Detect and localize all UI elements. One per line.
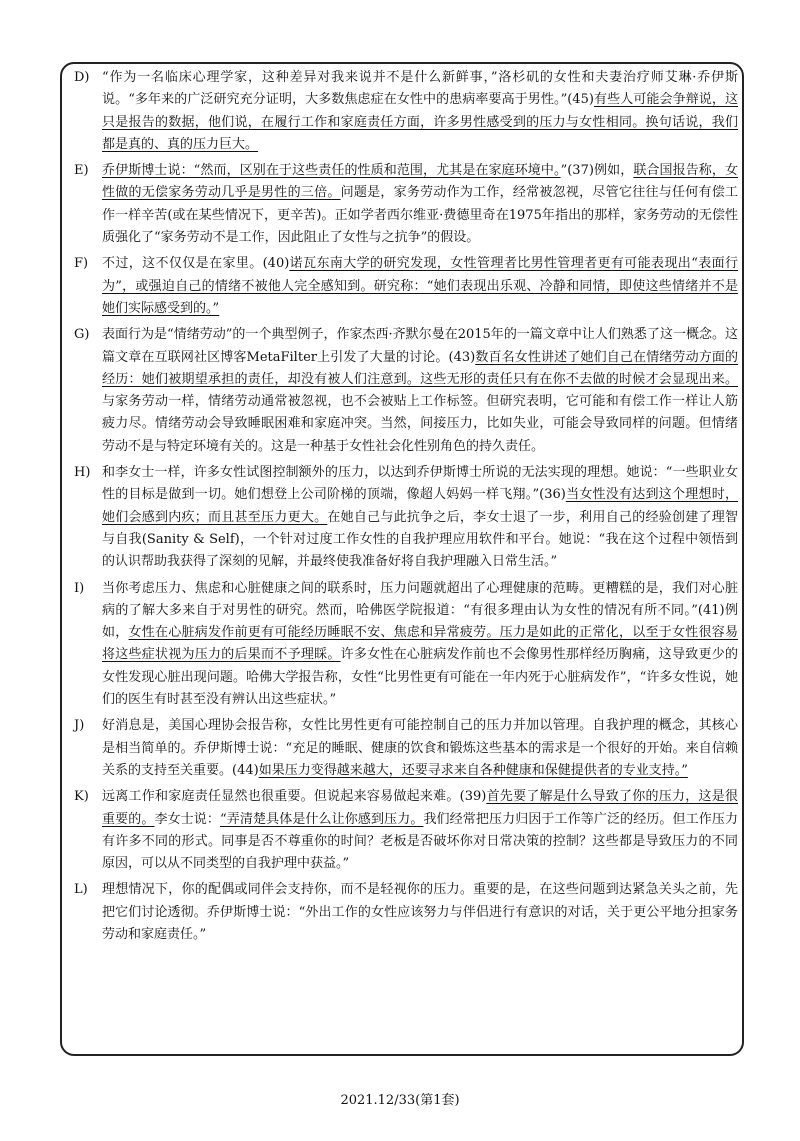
paragraph <box>74 786 738 875</box>
underlined-text: 如果压力变得越来越大，还要寻求来自各种健康和保健提供者的专业支持。” <box>258 762 688 778</box>
paragraph-body <box>102 160 738 249</box>
page-footer: 2021.12/33(第1套) <box>340 1093 460 1108</box>
text-segment: 李女士说： <box>154 811 221 827</box>
paragraph-label: D) <box>74 70 90 85</box>
paragraph <box>74 253 738 320</box>
text-segment: 好消息是，美国心理协会报告称，女性比男性更有可能控制自己的压力并加以管理。自我护理的概念，其核心是相当简单的。乔伊斯博士说：“充足的睡眠、健康的饮食和锻炼这些基本的需求是一个很好的开始。来自信赖关系的支持至关重要。(44) <box>102 718 738 778</box>
text-segment: 我们经常把压力归因于工作等广泛的经历。但工作压力有许多不同的形式。同事是否不尊重你的时间？老板是否破坏你对日常决策的控制？这些都是导致压力的不同原因，可以从不同类型的自我护理中获益。” <box>102 811 738 872</box>
paragraph-body <box>102 462 738 573</box>
text-segment: 与家务劳动一样，情绪劳动通常被忽视，也不会被贴上工作标签。但研究表明，它可能和有偿工作一样让人筋疲力尽。情绪劳动会导致睡眠困难和家庭冲突。当然，间接压力，比如失业，可能会导致同样的问题。但情绪劳动不是与特定环境有关的。这是一种基于女性社会化性别角色的持久责任。 <box>102 394 738 454</box>
paragraph-label: G) <box>74 327 90 343</box>
paragraph <box>74 879 738 946</box>
paragraph-label: L) <box>74 882 88 898</box>
paragraph-body <box>102 324 738 458</box>
paragraph <box>74 462 738 573</box>
paragraph-list <box>74 67 738 950</box>
text-segment: 理想情况下，你的配偶或同伴会支持你，而不是轻视你的压力。重要的是，在这些问题到达紧急关头之前，先把它们讨论透彻。乔伊斯博士说：“外出工作的女性应该努力与伴侣进行有意识的对话，关于更公平地分担家务劳动和家庭责任。” <box>102 882 738 942</box>
paragraph-label: H) <box>74 465 91 481</box>
text-segment: 远离工作和家庭责任显然也很重要。但说起来容易做起来难。(39) <box>102 789 487 805</box>
text-segment: 表面行为是“情绪劳动”的一个典型例子，作家杰西·齐默尔曼在2015年的一篇文章中让人们熟悉了这一概念。这篇文章在互联网社区博客MetaFilter上引发了大量的讨论。(43) <box>102 327 738 365</box>
underlined-text: 数百名女性讲述了她们自己在情绪劳动方面的经历：她们被期望承担的责任，却没有被人们注意到。这些无形的责任只有在你不去做的时候才会显现出来。 <box>102 349 738 387</box>
text-segment: 不过，这不仅仅是在家里。(40) <box>102 256 290 272</box>
text-segment: 许多女性在心脏病发作前也不会像男性那样经历胸痛，这导致更少的女性发现心脏出现问题。哈佛大学报告称，女性“比男性更有可能在一年内死于心脏病发作”，“许多女性说，她们的医生有时甚至没有辨认出这些症状。” <box>102 647 738 708</box>
text-segment: 在她自己与此抗争之后，李女士退了一步，利用自己的经验创建了理智与自我(Sanity & Self)，一个针对过度工作女性的自我护理应用软件和平台。她说：“我在这个过程中领悟到的认识帮助我获得了深刻的见解，并最终使我准备好将自我护理融入日常生活。” <box>102 509 738 570</box>
text-segment: 和李女士一样，许多女性试图控制额外的压力，以达到乔伊斯博士所说的无法实现的理想。她说：“一些职业女性的目标是做到一切。她们想登上公司阶梯的顶端，像超人妈妈一样飞翔。”(36) <box>102 465 738 503</box>
paragraph-body <box>102 253 738 320</box>
underlined-text: 乔伊斯博士说：“然而，区别在于这些责任的性质和范围，尤其是在家庭环境中。 <box>102 163 561 179</box>
paragraph-body <box>102 715 738 782</box>
underlined-text: 首先要了解是什么导致了你的压力，这是很重要的。 <box>102 789 738 827</box>
paragraph-label: E) <box>74 163 89 179</box>
paragraph <box>74 324 738 458</box>
text-segment: “作为一名临床心理学家，这种差异对我来说并不是什么新鲜事，”洛杉矶的女性和夫妻治疗师艾琳·乔伊斯说。“多年来的广泛研究充分证明，大多数焦虑症在女性中的患病率要高于男性。”(45) <box>102 70 738 108</box>
paragraph-body <box>102 786 738 875</box>
paragraph-label: I) <box>74 580 85 596</box>
text-segment: 问题是，家务劳动作为工作，经常被忽视，尽管它往往与任何有偿工作一样辛苦(或在某些情况下，更辛苦)。正如学者西尔维亚·费德里奇在1975年指出的那样，家务劳动的无偿性质强化了“家务劳动不是工作，因此阻止了女性与之抗争”的假设。 <box>102 185 738 246</box>
paragraph-body <box>102 578 738 712</box>
paragraph-body <box>102 67 738 156</box>
underlined-text: 联合国报告称，女性做的无偿家务劳动几乎是男性的三倍。 <box>102 163 738 201</box>
text-segment: ”(37)例如， <box>560 163 634 179</box>
underlined-text: “弄清楚具体是什么让你感到压力。 <box>220 811 424 827</box>
paragraph-label: J) <box>74 718 85 734</box>
paragraph <box>74 160 738 249</box>
paragraph <box>74 715 738 782</box>
underlined-text: 女性在心脏病发作前更有可能经历睡眠不安、焦虑和异常疲劳。压力是如此的正常化，以至于女性很容易将这些症状视为压力的后果而不予理睬。 <box>102 625 738 663</box>
underlined-text: 有些人可能会争辩说，这只是报告的数据，他们说，在履行工作和家庭责任方面，许多男性感受到的压力与女性相同。换句话说，我们都是真的、真的压力巨大。 <box>102 92 738 152</box>
paragraph <box>74 578 738 712</box>
text-segment: 当你考虑压力、焦虑和心脏健康之间的联系时，压力问题就超出了心理健康的范畴。更糟糕的是，我们对心脏病的了解大多来自于对男性的研究。然而，哈佛医学院报道：“有很多理由认为女性的情况有所不同。”(41)例如， <box>102 580 738 641</box>
paragraph-label: K) <box>74 789 89 805</box>
underlined-text: 诺瓦东南大学的研究发现，女性管理者比男性管理者更有可能表现出“表面行为”，或强迫自己的情绪不被他人完全感知到。研究称：“她们表现出乐观、冷静和同情，即使这些情绪并不是她们实际感受到的。” <box>102 256 738 316</box>
underlined-text: 当女性没有达到这个理想时，她们会感到内疚；而且甚至压力更大。 <box>102 487 738 525</box>
paragraph-body <box>102 879 738 946</box>
paragraph <box>74 67 738 156</box>
paragraph-label: F) <box>74 256 89 272</box>
